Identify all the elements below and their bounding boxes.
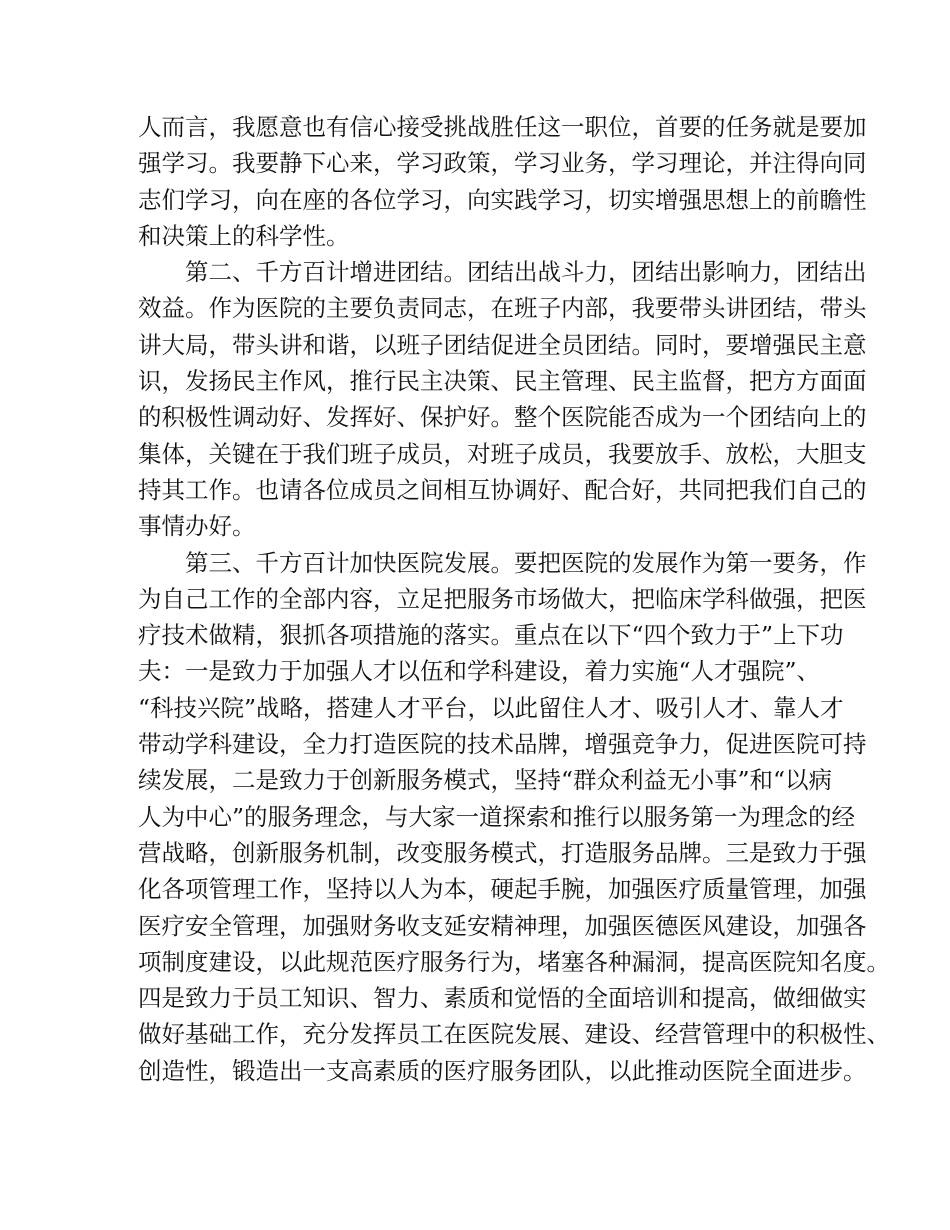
paragraph-3-line-11: 医疗安全管理，加强财务收支延安精神理，加强医德医风建设，加强各 — [138, 911, 867, 940]
paragraph-3-line-2: 为自己工作的全部内容，立足把服务市场做大，把临床学科做强，把医 — [138, 584, 867, 613]
paragraph-3-line-8: 人为中心”的服务理念，与大家一道探索和推行以服务第一为理念的经 — [138, 802, 856, 831]
paragraph-3-line-4: 夫：一是致力于加强人才以伍和学科建设，着力实施“人才强院”、 — [138, 657, 821, 686]
paragraph-3-line-3: 疗技术做精，狠抓各项措施的落实。重点在以下“四个致力于”上下功 — [138, 621, 844, 650]
paragraph-3-line-13: 四是致力于员工知识、智力、素质和觉悟的全面培训和提高，做细做实 — [138, 984, 867, 1013]
paragraph-2-line-5: 的积极性调动好、发挥好、保护好。整个医院能否成为一个团结向上的 — [138, 403, 867, 432]
paragraph-3-line-10: 化各项管理工作，坚持以人为本，硬起手腕，加强医疗质量管理，加强 — [138, 875, 867, 904]
paragraph-3-line-7: 续发展，二是致力于创新服务模式，坚持“群众利益无小事”和“以病 — [138, 766, 833, 795]
paragraph-1-line-3: 志们学习，向在座的各位学习，向实践学习，切实增强思想上的前瞻性 — [138, 185, 867, 214]
paragraph-3-line-14: 做好基础工作，充分发挥员工在医院发展、建设、经营管理中的积极性、 — [138, 1020, 890, 1049]
paragraph-3-line-15: 创造性，锻造出一支高素质的医疗服务团队，以此推动医院全面进步。 — [138, 1056, 867, 1085]
paragraph-1-line-4: 和决策上的科学性。 — [138, 221, 350, 250]
paragraph-2-line-7: 持其工作。也请各位成员之间相互协调好、配合好，共同把我们自己的 — [138, 475, 867, 504]
paragraph-3-line-9: 营战略，创新服务机制，改变服务模式，打造服务品牌。三是致力于强 — [138, 838, 867, 867]
paragraph-2-line-1: 第二、千方百计增进团结。团结出战斗力，团结出影响力，团结出 — [185, 258, 867, 287]
paragraph-2-line-4: 识，发扬民主作风，推行民主决策、民主管理、民主监督，把方方面面 — [138, 367, 867, 396]
paragraph-1-line-1: 人而言，我愿意也有信心接受挑战胜任这一职位，首要的任务就是要加 — [138, 113, 867, 141]
paragraph-2-line-3: 讲大局，带头讲和谐，以班子团结促进全员团结。同时，要增强民主意 — [138, 330, 867, 359]
paragraph-3-line-5: “科技兴院”战略，搭建人才平台，以此留住人才、吸引人才、靠人才 — [138, 693, 844, 722]
paragraph-2-line-6: 集体，关键在于我们班子成员，对班子成员，我要放手、放松，大胆支 — [138, 439, 867, 468]
paragraph-3-line-6: 带动学科建设，全力打造医院的技术品牌，增强竞争力，促进医院可持 — [138, 730, 867, 759]
paragraph-2-line-8: 事情办好。 — [138, 512, 256, 541]
paragraph-3-line-1: 第三、千方百计加快医院发展。要把医院的发展作为第一要务，作 — [185, 548, 867, 577]
paragraph-1-line-2: 强学习。我要静下心来，学习政策，学习业务，学习理论，并注得向同 — [138, 149, 867, 178]
document-body — [138, 109, 890, 1089]
paragraph-3-line-12: 项制度建设，以此规范医疗服务行为，堵塞各种漏洞，提高医院知名度。 — [138, 947, 890, 976]
paragraph-2-line-2: 效益。作为医院的主要负责同志，在班子内部，我要带头讲团结，带头 — [138, 294, 867, 323]
